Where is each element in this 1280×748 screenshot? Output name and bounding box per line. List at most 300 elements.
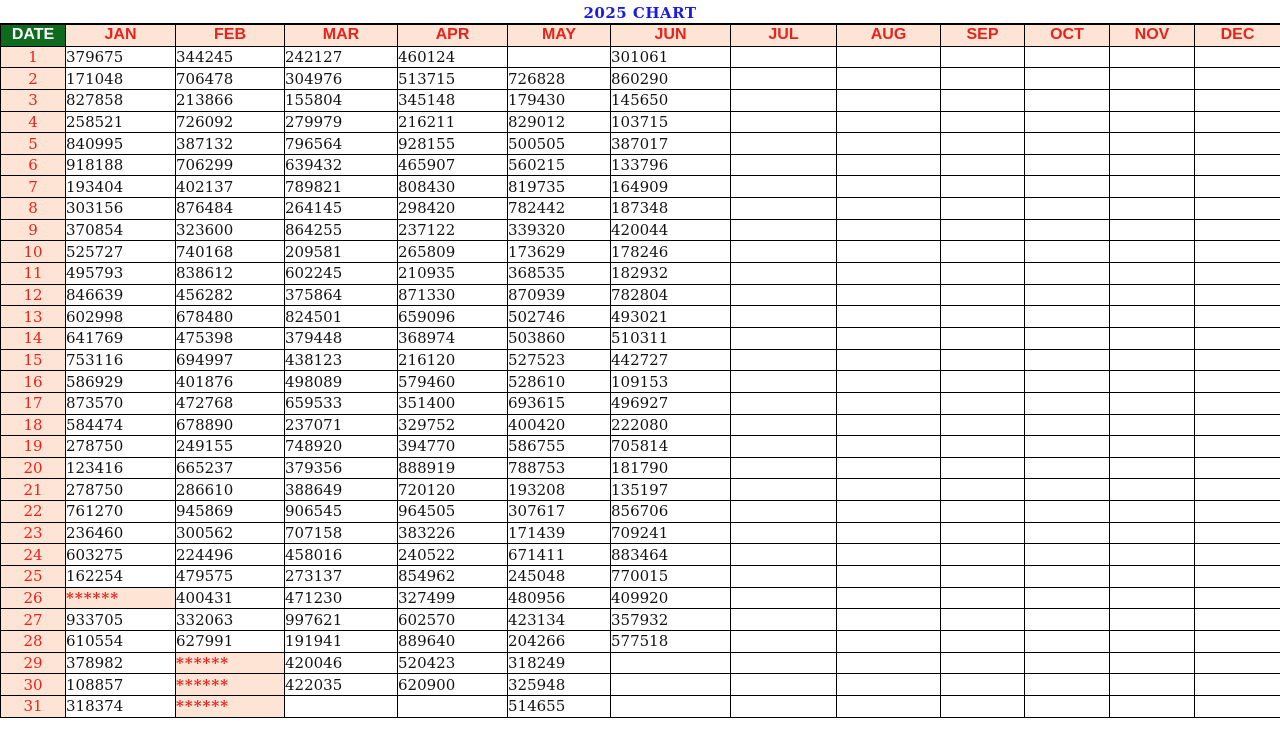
value-cell[interactable]: 420044 (611, 219, 731, 241)
value-cell[interactable] (731, 219, 837, 241)
value-cell[interactable] (941, 46, 1025, 68)
value-cell[interactable]: 678480 (176, 306, 285, 328)
value-cell[interactable]: 379448 (285, 327, 398, 349)
value-cell[interactable]: 472768 (176, 392, 285, 414)
value-cell[interactable]: 422035 (285, 674, 398, 696)
value-cell[interactable]: ****** (176, 695, 285, 717)
value-cell[interactable]: 789821 (285, 176, 398, 198)
date-cell[interactable]: 13 (1, 306, 66, 328)
value-cell[interactable]: 182932 (611, 263, 731, 285)
value-cell[interactable]: 155804 (285, 89, 398, 111)
value-cell[interactable] (837, 349, 941, 371)
value-cell[interactable] (1195, 154, 1280, 176)
value-cell[interactable] (837, 674, 941, 696)
value-cell[interactable]: 401876 (176, 371, 285, 393)
value-cell[interactable] (731, 501, 837, 523)
value-cell[interactable]: 173629 (508, 241, 611, 263)
date-cell[interactable]: 26 (1, 587, 66, 609)
value-cell[interactable]: 307617 (508, 501, 611, 523)
value-cell[interactable]: 191941 (285, 630, 398, 652)
value-cell[interactable] (1110, 306, 1195, 328)
value-cell[interactable]: 339320 (508, 219, 611, 241)
value-cell[interactable] (731, 284, 837, 306)
value-cell[interactable] (1195, 436, 1280, 458)
value-cell[interactable]: 387132 (176, 133, 285, 155)
value-cell[interactable]: 720120 (398, 479, 508, 501)
value-cell[interactable] (837, 176, 941, 198)
value-cell[interactable] (1110, 349, 1195, 371)
value-cell[interactable]: 278750 (66, 479, 176, 501)
value-cell[interactable]: 602570 (398, 609, 508, 631)
value-cell[interactable]: 603275 (66, 544, 176, 566)
value-cell[interactable] (1110, 566, 1195, 588)
value-cell[interactable] (837, 133, 941, 155)
value-cell[interactable] (837, 587, 941, 609)
value-cell[interactable]: 602998 (66, 306, 176, 328)
value-cell[interactable]: 870939 (508, 284, 611, 306)
value-cell[interactable]: 528610 (508, 371, 611, 393)
header-month-dec[interactable]: DEC (1195, 25, 1280, 47)
value-cell[interactable] (941, 609, 1025, 631)
value-cell[interactable] (731, 436, 837, 458)
value-cell[interactable]: 456282 (176, 284, 285, 306)
value-cell[interactable] (941, 133, 1025, 155)
value-cell[interactable] (1025, 522, 1110, 544)
value-cell[interactable] (611, 674, 731, 696)
value-cell[interactable]: 694997 (176, 349, 285, 371)
value-cell[interactable] (837, 566, 941, 588)
value-cell[interactable] (941, 241, 1025, 263)
value-cell[interactable]: 325948 (508, 674, 611, 696)
value-cell[interactable] (611, 652, 731, 674)
value-cell[interactable] (1110, 674, 1195, 696)
value-cell[interactable] (1110, 414, 1195, 436)
value-cell[interactable] (731, 198, 837, 220)
value-cell[interactable]: 178246 (611, 241, 731, 263)
value-cell[interactable] (941, 219, 1025, 241)
value-cell[interactable] (1195, 522, 1280, 544)
value-cell[interactable]: 387017 (611, 133, 731, 155)
value-cell[interactable] (1195, 241, 1280, 263)
value-cell[interactable] (731, 674, 837, 696)
value-cell[interactable]: 278750 (66, 436, 176, 458)
value-cell[interactable]: 193208 (508, 479, 611, 501)
value-cell[interactable] (1110, 652, 1195, 674)
value-cell[interactable]: 761270 (66, 501, 176, 523)
date-cell[interactable]: 15 (1, 349, 66, 371)
value-cell[interactable]: 298420 (398, 198, 508, 220)
value-cell[interactable]: 577518 (611, 630, 731, 652)
value-cell[interactable]: 498089 (285, 371, 398, 393)
value-cell[interactable] (1025, 46, 1110, 68)
value-cell[interactable] (1025, 133, 1110, 155)
value-cell[interactable]: 187348 (611, 198, 731, 220)
value-cell[interactable]: 323600 (176, 219, 285, 241)
value-cell[interactable]: 300562 (176, 522, 285, 544)
value-cell[interactable]: 479575 (176, 566, 285, 588)
date-cell[interactable]: 14 (1, 327, 66, 349)
value-cell[interactable] (731, 111, 837, 133)
value-cell[interactable]: 770015 (611, 566, 731, 588)
value-cell[interactable] (1110, 263, 1195, 285)
value-cell[interactable]: 707158 (285, 522, 398, 544)
value-cell[interactable]: 928155 (398, 133, 508, 155)
value-cell[interactable] (1195, 198, 1280, 220)
value-cell[interactable]: 133796 (611, 154, 731, 176)
value-cell[interactable] (1195, 371, 1280, 393)
value-cell[interactable]: 659533 (285, 392, 398, 414)
value-cell[interactable]: 279979 (285, 111, 398, 133)
header-month-jan[interactable]: JAN (66, 25, 176, 47)
value-cell[interactable]: 496927 (611, 392, 731, 414)
value-cell[interactable] (1025, 414, 1110, 436)
value-cell[interactable]: 458016 (285, 544, 398, 566)
value-cell[interactable] (1025, 501, 1110, 523)
value-cell[interactable] (837, 522, 941, 544)
header-month-jun[interactable]: JUN (611, 25, 731, 47)
value-cell[interactable]: 240522 (398, 544, 508, 566)
value-cell[interactable]: 123416 (66, 457, 176, 479)
value-cell[interactable] (837, 198, 941, 220)
value-cell[interactable] (1195, 306, 1280, 328)
value-cell[interactable] (837, 241, 941, 263)
date-cell[interactable]: 25 (1, 566, 66, 588)
value-cell[interactable] (1195, 176, 1280, 198)
value-cell[interactable]: 460124 (398, 46, 508, 68)
value-cell[interactable]: 503860 (508, 327, 611, 349)
value-cell[interactable] (941, 479, 1025, 501)
header-month-oct[interactable]: OCT (1025, 25, 1110, 47)
value-cell[interactable]: 237122 (398, 219, 508, 241)
value-cell[interactable]: 301061 (611, 46, 731, 68)
value-cell[interactable] (1195, 544, 1280, 566)
value-cell[interactable] (941, 674, 1025, 696)
value-cell[interactable] (837, 630, 941, 652)
value-cell[interactable]: 495793 (66, 263, 176, 285)
date-cell[interactable]: 5 (1, 133, 66, 155)
date-cell[interactable]: 3 (1, 89, 66, 111)
date-cell[interactable]: 28 (1, 630, 66, 652)
value-cell[interactable] (1195, 587, 1280, 609)
value-cell[interactable] (1195, 111, 1280, 133)
value-cell[interactable] (731, 392, 837, 414)
value-cell[interactable]: 465907 (398, 154, 508, 176)
value-cell[interactable] (941, 89, 1025, 111)
value-cell[interactable]: 705814 (611, 436, 731, 458)
value-cell[interactable] (837, 306, 941, 328)
value-cell[interactable] (1025, 198, 1110, 220)
value-cell[interactable] (1025, 695, 1110, 717)
value-cell[interactable]: ****** (176, 674, 285, 696)
value-cell[interactable] (285, 695, 398, 717)
value-cell[interactable]: 560215 (508, 154, 611, 176)
value-cell[interactable]: 216211 (398, 111, 508, 133)
value-cell[interactable] (731, 457, 837, 479)
value-cell[interactable] (837, 414, 941, 436)
value-cell[interactable] (837, 111, 941, 133)
value-cell[interactable] (837, 46, 941, 68)
value-cell[interactable]: 475398 (176, 327, 285, 349)
value-cell[interactable] (1110, 327, 1195, 349)
date-cell[interactable]: 10 (1, 241, 66, 263)
value-cell[interactable] (941, 522, 1025, 544)
value-cell[interactable] (1110, 479, 1195, 501)
value-cell[interactable] (731, 479, 837, 501)
header-month-nov[interactable]: NOV (1110, 25, 1195, 47)
value-cell[interactable] (731, 154, 837, 176)
value-cell[interactable] (1025, 630, 1110, 652)
value-cell[interactable] (1025, 609, 1110, 631)
header-month-may[interactable]: MAY (508, 25, 611, 47)
date-cell[interactable]: 7 (1, 176, 66, 198)
value-cell[interactable] (1110, 609, 1195, 631)
value-cell[interactable]: 627991 (176, 630, 285, 652)
value-cell[interactable] (731, 587, 837, 609)
value-cell[interactable] (837, 154, 941, 176)
date-cell[interactable]: 31 (1, 695, 66, 717)
value-cell[interactable]: 639432 (285, 154, 398, 176)
value-cell[interactable] (1110, 630, 1195, 652)
value-cell[interactable] (1025, 436, 1110, 458)
date-cell[interactable]: 4 (1, 111, 66, 133)
value-cell[interactable] (1025, 111, 1110, 133)
value-cell[interactable] (837, 371, 941, 393)
value-cell[interactable] (941, 263, 1025, 285)
value-cell[interactable] (1195, 219, 1280, 241)
value-cell[interactable]: 945869 (176, 501, 285, 523)
value-cell[interactable] (1110, 436, 1195, 458)
value-cell[interactable] (731, 68, 837, 90)
value-cell[interactable] (731, 652, 837, 674)
value-cell[interactable] (1110, 284, 1195, 306)
value-cell[interactable]: 514655 (508, 695, 611, 717)
value-cell[interactable]: 824501 (285, 306, 398, 328)
value-cell[interactable]: 264145 (285, 198, 398, 220)
value-cell[interactable]: 303156 (66, 198, 176, 220)
value-cell[interactable] (1025, 544, 1110, 566)
value-cell[interactable] (1110, 501, 1195, 523)
value-cell[interactable] (1110, 219, 1195, 241)
value-cell[interactable]: 224496 (176, 544, 285, 566)
value-cell[interactable]: 265809 (398, 241, 508, 263)
value-cell[interactable]: 237071 (285, 414, 398, 436)
value-cell[interactable] (837, 479, 941, 501)
value-cell[interactable]: 193404 (66, 176, 176, 198)
value-cell[interactable]: 258521 (66, 111, 176, 133)
value-cell[interactable] (1195, 479, 1280, 501)
value-cell[interactable] (1025, 392, 1110, 414)
value-cell[interactable]: 871330 (398, 284, 508, 306)
header-month-sep[interactable]: SEP (941, 25, 1025, 47)
value-cell[interactable] (731, 176, 837, 198)
value-cell[interactable]: 318249 (508, 652, 611, 674)
value-cell[interactable] (1025, 349, 1110, 371)
value-cell[interactable] (1110, 392, 1195, 414)
value-cell[interactable]: 378982 (66, 652, 176, 674)
value-cell[interactable]: 171439 (508, 522, 611, 544)
value-cell[interactable]: 860290 (611, 68, 731, 90)
value-cell[interactable] (1025, 263, 1110, 285)
value-cell[interactable]: 345148 (398, 89, 508, 111)
date-cell[interactable]: 21 (1, 479, 66, 501)
header-date[interactable]: DATE (1, 25, 66, 47)
value-cell[interactable]: 829012 (508, 111, 611, 133)
value-cell[interactable] (1110, 695, 1195, 717)
value-cell[interactable] (1110, 457, 1195, 479)
value-cell[interactable] (1195, 609, 1280, 631)
value-cell[interactable]: 709241 (611, 522, 731, 544)
value-cell[interactable] (941, 652, 1025, 674)
value-cell[interactable]: 204266 (508, 630, 611, 652)
value-cell[interactable]: 164909 (611, 176, 731, 198)
value-cell[interactable] (1110, 587, 1195, 609)
value-cell[interactable] (731, 263, 837, 285)
value-cell[interactable] (1025, 284, 1110, 306)
date-cell[interactable]: 30 (1, 674, 66, 696)
value-cell[interactable] (1110, 133, 1195, 155)
value-cell[interactable]: 782804 (611, 284, 731, 306)
value-cell[interactable]: 438123 (285, 349, 398, 371)
value-cell[interactable]: 400431 (176, 587, 285, 609)
value-cell[interactable]: 210935 (398, 263, 508, 285)
value-cell[interactable]: 693615 (508, 392, 611, 414)
date-cell[interactable]: 1 (1, 46, 66, 68)
value-cell[interactable] (1025, 371, 1110, 393)
value-cell[interactable] (731, 371, 837, 393)
value-cell[interactable]: 502746 (508, 306, 611, 328)
value-cell[interactable]: 510311 (611, 327, 731, 349)
value-cell[interactable] (1025, 306, 1110, 328)
date-cell[interactable]: 9 (1, 219, 66, 241)
date-cell[interactable]: 12 (1, 284, 66, 306)
value-cell[interactable]: 500505 (508, 133, 611, 155)
value-cell[interactable]: 286610 (176, 479, 285, 501)
value-cell[interactable] (941, 176, 1025, 198)
value-cell[interactable] (1110, 154, 1195, 176)
value-cell[interactable]: 964505 (398, 501, 508, 523)
value-cell[interactable]: 520423 (398, 652, 508, 674)
value-cell[interactable]: 584474 (66, 414, 176, 436)
value-cell[interactable] (941, 371, 1025, 393)
value-cell[interactable]: 854962 (398, 566, 508, 588)
header-month-apr[interactable]: APR (398, 25, 508, 47)
value-cell[interactable] (611, 695, 731, 717)
value-cell[interactable] (1025, 327, 1110, 349)
value-cell[interactable]: 933705 (66, 609, 176, 631)
value-cell[interactable]: 665237 (176, 457, 285, 479)
value-cell[interactable]: 888919 (398, 457, 508, 479)
value-cell[interactable] (731, 133, 837, 155)
value-cell[interactable] (1025, 674, 1110, 696)
value-cell[interactable]: 906545 (285, 501, 398, 523)
date-cell[interactable]: 24 (1, 544, 66, 566)
value-cell[interactable]: ****** (176, 652, 285, 674)
date-cell[interactable]: 11 (1, 263, 66, 285)
value-cell[interactable] (941, 392, 1025, 414)
value-cell[interactable] (1195, 652, 1280, 674)
header-month-jul[interactable]: JUL (731, 25, 837, 47)
value-cell[interactable]: 641769 (66, 327, 176, 349)
value-cell[interactable] (1195, 327, 1280, 349)
value-cell[interactable] (941, 68, 1025, 90)
value-cell[interactable] (941, 436, 1025, 458)
value-cell[interactable]: 706478 (176, 68, 285, 90)
value-cell[interactable] (837, 436, 941, 458)
value-cell[interactable] (941, 630, 1025, 652)
value-cell[interactable]: 394770 (398, 436, 508, 458)
value-cell[interactable] (1195, 457, 1280, 479)
value-cell[interactable] (941, 587, 1025, 609)
value-cell[interactable] (941, 501, 1025, 523)
value-cell[interactable] (941, 306, 1025, 328)
value-cell[interactable] (731, 695, 837, 717)
value-cell[interactable] (1195, 501, 1280, 523)
date-cell[interactable]: 2 (1, 68, 66, 90)
value-cell[interactable] (731, 306, 837, 328)
value-cell[interactable]: 726092 (176, 111, 285, 133)
value-cell[interactable] (837, 501, 941, 523)
value-cell[interactable] (941, 349, 1025, 371)
value-cell[interactable] (837, 219, 941, 241)
value-cell[interactable] (1110, 111, 1195, 133)
value-cell[interactable] (837, 392, 941, 414)
value-cell[interactable]: 753116 (66, 349, 176, 371)
value-cell[interactable] (1025, 68, 1110, 90)
value-cell[interactable]: 706299 (176, 154, 285, 176)
value-cell[interactable]: 135197 (611, 479, 731, 501)
value-cell[interactable] (941, 457, 1025, 479)
value-cell[interactable]: 819735 (508, 176, 611, 198)
value-cell[interactable]: 109153 (611, 371, 731, 393)
value-cell[interactable] (837, 89, 941, 111)
value-cell[interactable]: 997621 (285, 609, 398, 631)
value-cell[interactable] (1195, 630, 1280, 652)
value-cell[interactable]: 748920 (285, 436, 398, 458)
date-cell[interactable]: 6 (1, 154, 66, 176)
value-cell[interactable] (1110, 522, 1195, 544)
value-cell[interactable]: 740168 (176, 241, 285, 263)
value-cell[interactable] (1110, 68, 1195, 90)
value-cell[interactable]: 209581 (285, 241, 398, 263)
value-cell[interactable] (837, 544, 941, 566)
value-cell[interactable]: 370854 (66, 219, 176, 241)
value-cell[interactable] (1110, 46, 1195, 68)
value-cell[interactable] (941, 154, 1025, 176)
value-cell[interactable]: 368974 (398, 327, 508, 349)
value-cell[interactable] (941, 198, 1025, 220)
value-cell[interactable]: 420046 (285, 652, 398, 674)
value-cell[interactable] (941, 566, 1025, 588)
value-cell[interactable]: 351400 (398, 392, 508, 414)
value-cell[interactable]: 171048 (66, 68, 176, 90)
value-cell[interactable] (731, 544, 837, 566)
value-cell[interactable]: 332063 (176, 609, 285, 631)
value-cell[interactable]: 179430 (508, 89, 611, 111)
value-cell[interactable]: 108857 (66, 674, 176, 696)
date-cell[interactable]: 18 (1, 414, 66, 436)
value-cell[interactable]: 471230 (285, 587, 398, 609)
value-cell[interactable]: ****** (66, 587, 176, 609)
value-cell[interactable] (837, 609, 941, 631)
value-cell[interactable] (1110, 89, 1195, 111)
date-cell[interactable]: 19 (1, 436, 66, 458)
value-cell[interactable] (1025, 457, 1110, 479)
value-cell[interactable] (837, 652, 941, 674)
date-cell[interactable]: 23 (1, 522, 66, 544)
date-cell[interactable]: 16 (1, 371, 66, 393)
value-cell[interactable]: 318374 (66, 695, 176, 717)
value-cell[interactable]: 368535 (508, 263, 611, 285)
